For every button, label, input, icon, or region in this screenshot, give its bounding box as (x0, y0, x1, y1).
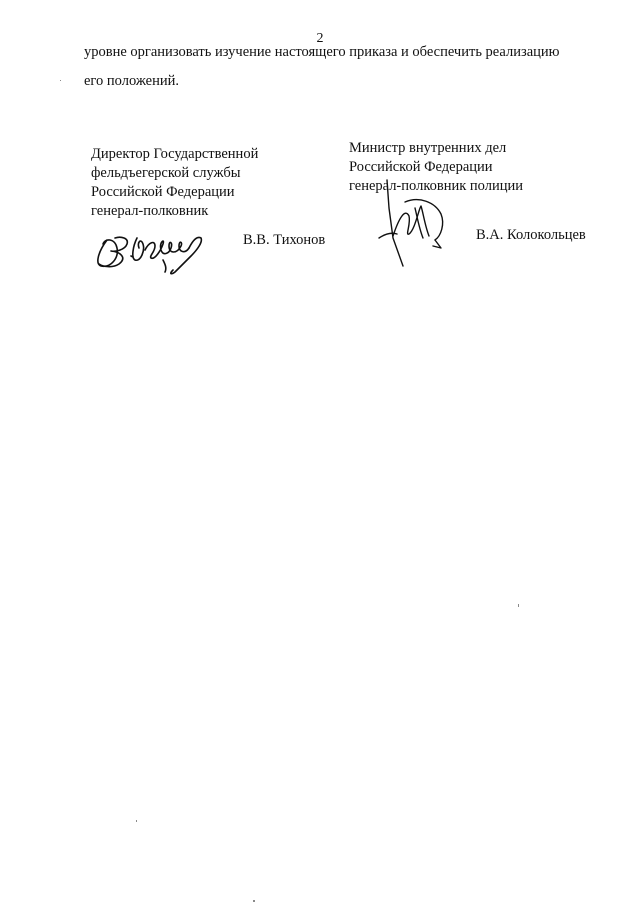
signer-title-line: Российской Федерации (349, 159, 493, 175)
scan-speck (518, 604, 519, 607)
handwritten-signature-icon (375, 178, 455, 278)
handwritten-signature-icon (93, 220, 213, 275)
signer-title-line: генерал-полковник полиции (349, 178, 524, 194)
signer-title-line: фельдъегерской службы (91, 165, 241, 181)
signer-title-left (91, 145, 258, 221)
page-number: 2 (316, 31, 324, 46)
body-text-line: его положений. (84, 73, 180, 89)
signer-title-line: Российской Федерации (91, 184, 235, 200)
scan-speck (60, 80, 61, 81)
scan-speck (253, 900, 255, 902)
signer-title-line: Директор Государственной (91, 146, 259, 162)
signer-name-right: В.А. Колокольцев (476, 227, 586, 243)
signer-name-left: В.В. Тихонов (243, 232, 326, 248)
body-text-line: уровне организовать изучение настоящего приказа и обеспечить реализацию (84, 44, 560, 60)
signer-title-line: Министр внутренних дел (349, 140, 507, 156)
scan-speck (136, 820, 137, 822)
signer-title-line: генерал-полковник (91, 203, 209, 219)
